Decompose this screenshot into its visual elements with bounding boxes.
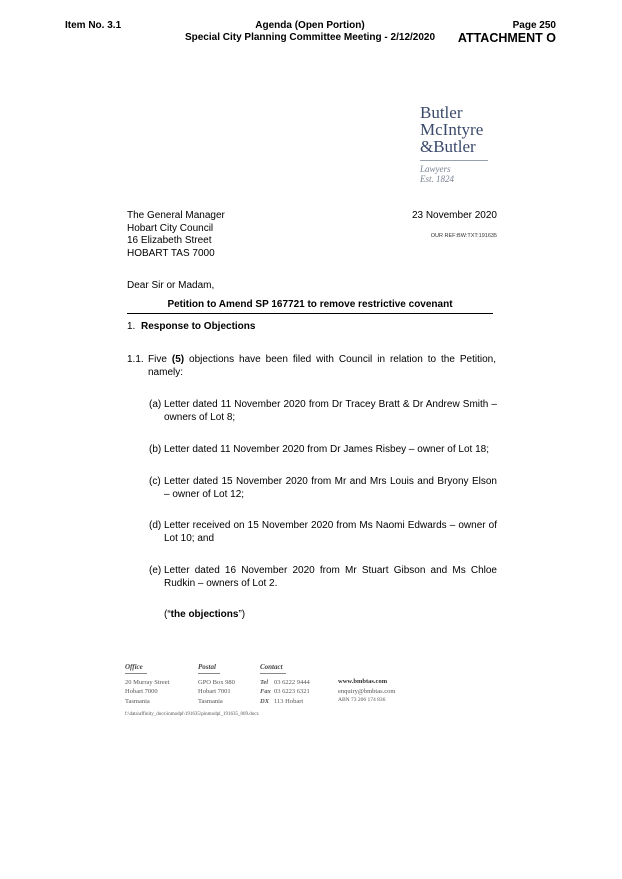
footer-underline bbox=[125, 673, 147, 674]
footer-office-line: 20 Murray Street bbox=[125, 678, 170, 686]
tel-number: 03 6222 9444 bbox=[274, 678, 310, 686]
quote-close: ”) bbox=[238, 609, 246, 620]
logo-sub-1: Lawyers bbox=[420, 164, 451, 174]
footer-postal-line: GPO Box 980 bbox=[198, 678, 235, 686]
item-label: (d) bbox=[149, 520, 162, 531]
footer-abn: ABN 73 206 174 836 bbox=[338, 697, 386, 703]
objections-term: the objections bbox=[170, 609, 239, 620]
file-path: f:\data\affinity_docs\inmodpl\191635\pinmodpl_191635_069.docx bbox=[125, 712, 259, 717]
firm-logo bbox=[420, 104, 500, 184]
list-item: Letter dated 15 November 2020 from Mr and Mrs Louis and Bryony Elson – owner of Lot 12; bbox=[164, 476, 497, 500]
footer-underline bbox=[260, 673, 286, 674]
paragraph-post: objections have been filed with Council in relation to the Petition, namely: bbox=[148, 354, 496, 378]
recipient-line: Hobart City Council bbox=[127, 222, 214, 234]
logo-line-3: &Butler bbox=[420, 137, 476, 156]
list-item: Letter dated 16 November 2020 from Mr Stuart Gibson and Ms Chloe Rudkin – owners of Lot 2. bbox=[164, 565, 497, 589]
recipient-address bbox=[127, 210, 225, 260]
footer-email: enquiry@bmbtas.com bbox=[338, 687, 396, 695]
item-number: Item No. 3.1 bbox=[65, 20, 122, 31]
fax-number: 03 6223 6321 bbox=[274, 688, 310, 696]
logo-line-1: Butler bbox=[420, 103, 463, 122]
item-label: (a) bbox=[149, 399, 162, 410]
meeting-title: Special City Planning Committee Meeting - 2/12/2020 bbox=[184, 32, 436, 43]
footer-contact bbox=[260, 663, 310, 706]
quote-open: (“ bbox=[164, 609, 171, 620]
footer-postal-line: Hobart 7001 bbox=[198, 688, 231, 696]
our-reference: OUR REF:BW:TXT:191635 bbox=[430, 233, 497, 239]
fax-label: Fax bbox=[260, 688, 271, 696]
footer-tel bbox=[260, 678, 310, 688]
subject-line: Petition to Amend SP 167721 to remove restrictive covenant bbox=[127, 299, 493, 314]
page-number: Page 250 bbox=[512, 20, 556, 31]
footer-office-line: Hobart 7000 bbox=[125, 688, 158, 696]
list-item: Letter dated 11 November 2020 from Dr Tracey Bratt & Dr Andrew Smith – owners of Lot 8; bbox=[164, 399, 497, 423]
item-label: (e) bbox=[149, 565, 162, 576]
footer-fax bbox=[260, 687, 310, 697]
agenda-title: Agenda (Open Portion) bbox=[255, 20, 365, 31]
letter-date: 23 November 2020 bbox=[411, 210, 497, 221]
item-label: (b) bbox=[149, 444, 162, 455]
attachment-label: ATTACHMENT O bbox=[457, 31, 556, 45]
footer-contact-heading: Contact bbox=[260, 663, 283, 671]
list-item: Letter received on 15 November 2020 from Ms Naomi Edwards – owner of Lot 10; and bbox=[164, 520, 497, 544]
footer-dx bbox=[260, 697, 310, 707]
footer-postal bbox=[198, 663, 235, 706]
paragraph-text bbox=[148, 354, 496, 379]
paragraph-count: (5) bbox=[171, 354, 185, 365]
item-label: (c) bbox=[149, 476, 161, 487]
paragraph-number: 1.1. bbox=[127, 354, 144, 365]
section-number: 1. bbox=[127, 321, 136, 332]
footer-website: www.bmbtas.com bbox=[338, 678, 388, 685]
footer-office-line: Tasmania bbox=[125, 697, 150, 705]
logo-sub-2: Est. 1824 bbox=[420, 174, 455, 184]
footer-office-heading: Office bbox=[125, 663, 143, 671]
footer-postal-heading: Postal bbox=[198, 663, 216, 671]
dx-number: 113 Hobart bbox=[274, 697, 304, 705]
footer-postal-line: Tasmania bbox=[198, 697, 223, 705]
recipient-line: The General Manager bbox=[127, 210, 225, 221]
footer-office bbox=[125, 663, 169, 706]
list-item: Letter dated 11 November 2020 from Dr James Risbey – owner of Lot 18; bbox=[164, 444, 489, 455]
tel-label: Tel bbox=[260, 678, 269, 686]
dx-label: DX bbox=[260, 697, 270, 705]
recipient-line: 16 Elizabeth Street bbox=[127, 235, 212, 246]
footer-web-block bbox=[338, 677, 395, 706]
section-title: Response to Objections bbox=[141, 321, 256, 332]
logo-divider bbox=[420, 160, 488, 161]
recipient-line: HOBART TAS 7000 bbox=[127, 247, 215, 259]
paragraph-pre: Five bbox=[148, 354, 172, 365]
footer-underline bbox=[198, 673, 220, 674]
logo-line-2: McIntyre bbox=[420, 120, 484, 139]
salutation: Dear Sir or Madam, bbox=[127, 280, 215, 291]
objections-definition bbox=[164, 609, 245, 622]
